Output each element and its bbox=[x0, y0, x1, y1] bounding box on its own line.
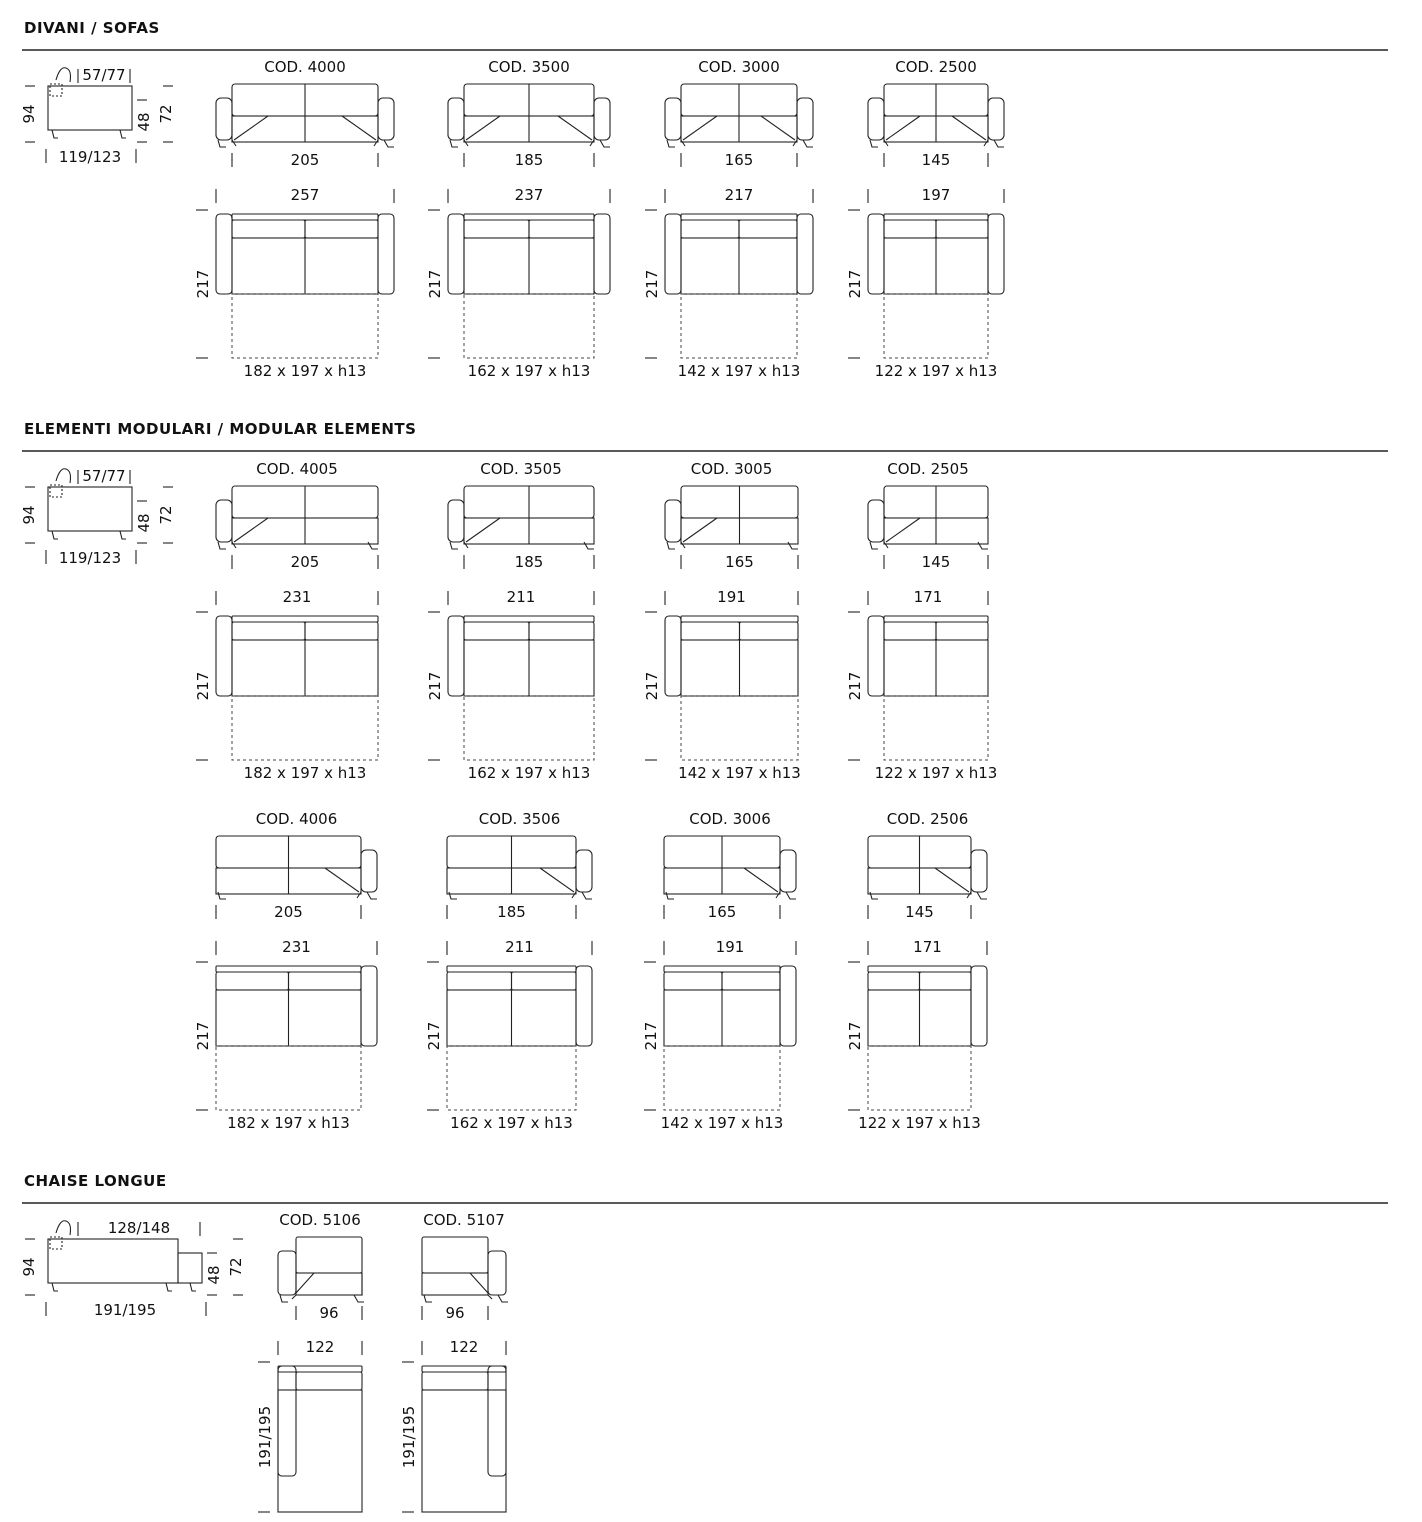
plan-width: 257 bbox=[290, 186, 320, 204]
plan-width: 191 bbox=[715, 938, 745, 956]
section-header bbox=[22, 420, 1388, 451]
section-title: CHAISE LONGUE bbox=[24, 1172, 167, 1190]
side-height: 94 bbox=[20, 505, 38, 525]
mattress-size: 142 x 197 x h13 bbox=[660, 1114, 784, 1132]
front-width: 96 bbox=[445, 1304, 465, 1322]
plan-width: 191 bbox=[717, 588, 746, 606]
mattress-size: 162 x 197 x h13 bbox=[467, 362, 591, 380]
front-view bbox=[665, 460, 798, 571]
front-view bbox=[664, 810, 796, 921]
product-code: COD. 2506 bbox=[886, 810, 969, 828]
plan-view bbox=[426, 186, 610, 380]
mattress-size: 182 x 197 x h13 bbox=[243, 764, 367, 782]
plan-depth: 217 bbox=[643, 671, 661, 701]
plan-view bbox=[643, 588, 801, 782]
mattress-size: 142 x 197 x h13 bbox=[678, 764, 801, 782]
front-view bbox=[868, 810, 987, 921]
plan-width: 171 bbox=[913, 588, 943, 606]
plan-depth: 217 bbox=[846, 269, 864, 299]
mattress-size: 162 x 197 x h13 bbox=[450, 1114, 573, 1132]
front-width: 145 bbox=[921, 553, 951, 571]
front-view bbox=[868, 58, 1004, 169]
plan-view bbox=[194, 186, 394, 380]
plan-view bbox=[400, 1338, 506, 1512]
side-top-depth: 57/77 bbox=[82, 66, 126, 84]
plan-width: 217 bbox=[724, 186, 754, 204]
side-depth: 191/195 bbox=[93, 1301, 157, 1319]
front-view bbox=[216, 460, 378, 571]
front-view bbox=[216, 810, 377, 921]
mattress-size: 142 x 197 x h13 bbox=[677, 362, 801, 380]
front-view bbox=[665, 58, 813, 169]
side-view bbox=[20, 1219, 245, 1319]
mattress-size: 182 x 197 x h13 bbox=[243, 362, 367, 380]
plan-view bbox=[194, 938, 377, 1132]
product-code: COD. 3000 bbox=[698, 58, 780, 76]
mattress-size: 122 x 197 x h13 bbox=[874, 362, 998, 380]
section-title: ELEMENTI MODULARI / MODULAR ELEMENTS bbox=[24, 420, 417, 438]
front-view bbox=[448, 460, 594, 571]
mattress-size: 122 x 197 x h13 bbox=[874, 764, 998, 782]
product-code: COD. 3500 bbox=[488, 58, 570, 76]
front-view bbox=[422, 1211, 508, 1322]
product-code: COD. 3005 bbox=[690, 460, 773, 478]
mattress-size: 122 x 197 x h13 bbox=[858, 1114, 981, 1132]
plan-width: 231 bbox=[282, 938, 311, 956]
product-code: COD. 2500 bbox=[895, 58, 977, 76]
plan-depth: 191/195 bbox=[400, 1405, 418, 1469]
side-arm-height: 72 bbox=[157, 505, 175, 525]
product-code: COD. 5107 bbox=[423, 1211, 505, 1229]
front-width: 145 bbox=[921, 151, 951, 169]
side-arm-height: 72 bbox=[157, 104, 175, 124]
side-depth: 119/123 bbox=[58, 549, 122, 567]
front-width: 205 bbox=[290, 151, 320, 169]
plan-view bbox=[642, 938, 796, 1132]
side-view bbox=[20, 66, 175, 166]
product-code: COD. 5106 bbox=[279, 1211, 361, 1229]
side-seat-height: 48 bbox=[135, 513, 153, 533]
side-view bbox=[20, 467, 175, 567]
side-height: 94 bbox=[20, 1257, 38, 1277]
plan-view bbox=[846, 588, 997, 782]
side-top-depth: 57/77 bbox=[82, 467, 126, 485]
product-code: COD. 3506 bbox=[478, 810, 561, 828]
plan-depth: 217 bbox=[194, 671, 212, 701]
side-height: 94 bbox=[20, 104, 38, 124]
front-width: 185 bbox=[514, 553, 544, 571]
plan-depth: 217 bbox=[426, 671, 444, 701]
front-view bbox=[216, 58, 394, 169]
plan-depth: 217 bbox=[643, 269, 661, 299]
front-width: 165 bbox=[707, 903, 737, 921]
plan-depth: 217 bbox=[642, 1021, 660, 1051]
plan-view bbox=[426, 588, 594, 782]
plan-width: 211 bbox=[506, 588, 536, 606]
plan-view bbox=[643, 186, 813, 380]
product-code: COD. 4000 bbox=[264, 58, 346, 76]
side-seat-height: 48 bbox=[135, 112, 153, 132]
plan-view bbox=[256, 1338, 362, 1512]
front-width: 185 bbox=[514, 151, 544, 169]
plan-view bbox=[425, 938, 592, 1132]
side-arm-height: 72 bbox=[227, 1257, 245, 1277]
plan-depth: 217 bbox=[426, 269, 444, 299]
plan-width: 231 bbox=[282, 588, 312, 606]
plan-view bbox=[846, 186, 1004, 380]
product-code: COD. 4005 bbox=[256, 460, 338, 478]
plan-depth: 217 bbox=[846, 1021, 864, 1051]
front-width: 145 bbox=[905, 903, 934, 921]
plan-depth: 217 bbox=[194, 1021, 212, 1051]
plan-depth: 217 bbox=[425, 1021, 443, 1051]
product-code: COD. 4006 bbox=[255, 810, 338, 828]
side-top-depth: 128/148 bbox=[107, 1219, 171, 1237]
side-depth: 119/123 bbox=[58, 148, 122, 166]
product-code: COD. 3505 bbox=[480, 460, 562, 478]
front-view bbox=[278, 1211, 364, 1322]
front-width: 205 bbox=[274, 903, 303, 921]
product-code: COD. 2505 bbox=[887, 460, 969, 478]
plan-width: 197 bbox=[921, 186, 951, 204]
side-seat-height: 48 bbox=[205, 1265, 223, 1285]
section-header bbox=[22, 1172, 1388, 1203]
plan-width: 171 bbox=[913, 938, 942, 956]
front-width: 185 bbox=[497, 903, 526, 921]
front-view bbox=[448, 58, 610, 169]
plan-width: 122 bbox=[449, 1338, 479, 1356]
mattress-size: 182 x 197 x h13 bbox=[227, 1114, 350, 1132]
plan-depth: 191/195 bbox=[256, 1405, 274, 1469]
plan-depth: 217 bbox=[194, 269, 212, 299]
front-width: 165 bbox=[724, 151, 754, 169]
section-title: DIVANI / SOFAS bbox=[24, 19, 160, 37]
front-view bbox=[447, 810, 592, 921]
front-width: 96 bbox=[319, 1304, 339, 1322]
front-view bbox=[868, 460, 988, 571]
section-header bbox=[22, 19, 1388, 50]
plan-depth: 217 bbox=[846, 671, 864, 701]
front-width: 165 bbox=[725, 553, 754, 571]
plan-width: 211 bbox=[505, 938, 534, 956]
mattress-size: 162 x 197 x h13 bbox=[467, 764, 591, 782]
plan-view bbox=[846, 938, 987, 1132]
plan-width: 237 bbox=[514, 186, 544, 204]
product-code: COD. 3006 bbox=[689, 810, 771, 828]
plan-width: 122 bbox=[305, 1338, 335, 1356]
front-width: 205 bbox=[290, 553, 320, 571]
plan-view bbox=[194, 588, 378, 782]
